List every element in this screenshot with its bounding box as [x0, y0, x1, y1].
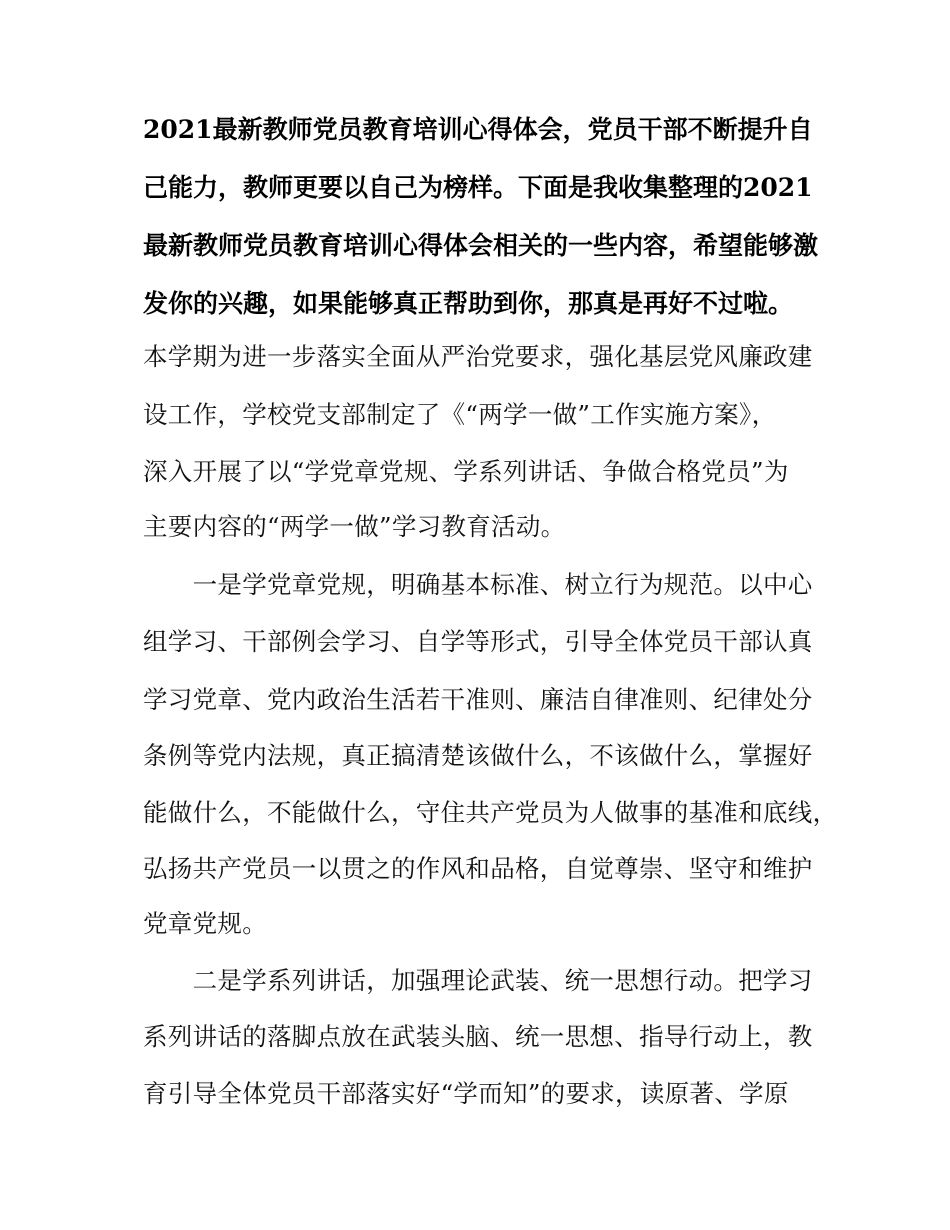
intro-line: 最新教师党员教育培训心得体会相关的一些内容，希望能够激 [143, 231, 819, 260]
body-line: 党章党规。 [143, 909, 267, 938]
body-line: 主要内容的“两学一做”学习教育活动。 [143, 512, 566, 541]
body-line: 本学期为进一步落实全面从严治党要求，强化基层党风廉政建 [143, 342, 813, 371]
body-line: 育引导全体党员干部落实好“学而知”的要求，读原著、学原 [143, 1079, 789, 1108]
intro-line: 2021最新教师党员教育培训心得体会，党员干部不断提升自 [143, 115, 813, 144]
intro-line: 发你的兴趣，如果能够真正帮助到你，那真是再好不过啦。 [143, 289, 794, 318]
body-line: 组学习、干部例会学习、自学等形式，引导全体党员干部认真 [143, 627, 813, 656]
body-line: 弘扬共产党员一以贯之的作风和品格，自觉尊崇、坚守和维护 [143, 854, 813, 883]
body-line: 能做什么，不能做什么，守住共产党员为人做事的基准和底线， [143, 798, 838, 827]
body-line: 学习党章、党内政治生活若干准则、廉洁自律准则、纪律处分 [143, 685, 813, 714]
body-line: 一是学党章党规，明确基本标准、树立行为规范。以中心 [143, 570, 813, 599]
body-line: 二是学系列讲话，加强理论武装、统一思想行动。把学习 [143, 966, 813, 995]
body-line: 设工作，学校党支部制定了《“两学一做”工作实施方案》， [143, 400, 777, 429]
intro-line: 己能力，教师更要以自己为榜样。下面是我收集整理的2021 [143, 173, 813, 202]
body-line: 条例等党内法规，真正搞清楚该做什么，不该做什么，掌握好 [143, 741, 813, 770]
body-line: 深入开展了以“学党章党规、学系列讲话、争做合格党员”为 [143, 457, 789, 486]
body-line: 系列讲话的落脚点放在武装头脑、统一思想、指导行动上，教 [143, 1022, 813, 1051]
